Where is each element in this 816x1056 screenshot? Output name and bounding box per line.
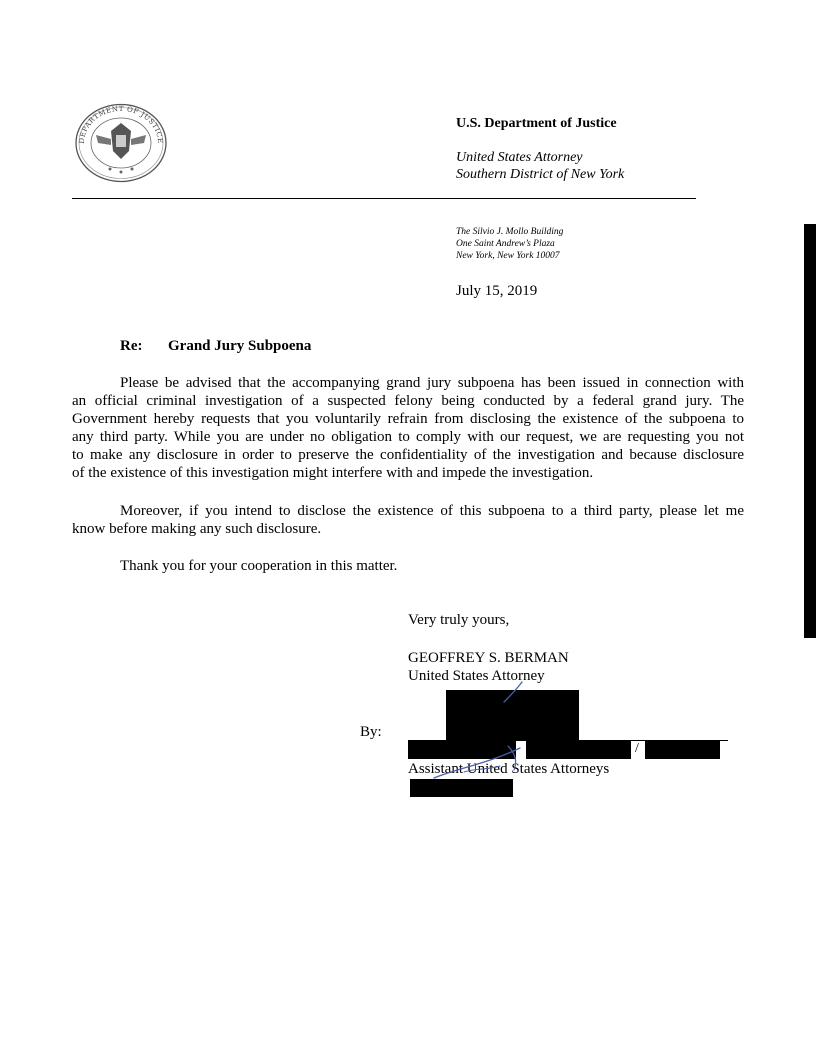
paragraph-line: to make any disclosure in order to preserve the confidentiality of the investigation and because disclosure xyxy=(72,447,744,463)
address-line-street: One Saint Andrew’s Plaza xyxy=(456,239,555,249)
handwritten-signature xyxy=(404,680,554,780)
name-separator: / xyxy=(635,741,639,756)
paragraph-line: any third party. While you are under no obligation to comply with our request, we are requesting you not xyxy=(72,429,744,445)
paragraph-line: an official criminal investigation of a suspected felony being conducted by a federal grand jury. The xyxy=(72,393,744,409)
paragraph-line: Please be advised that the accompanying grand jury subpoena has been issued in connection with xyxy=(120,375,744,391)
paragraph-line: know before making any such disclosure. xyxy=(72,521,322,537)
address-line-city: New York, New York 10007 xyxy=(456,251,560,261)
redacted-line xyxy=(410,779,513,797)
paragraph-line: of the existence of this investigation might interfere with and impede the investigation. xyxy=(72,465,594,481)
signatory-name: GEOFFREY S. BERMAN xyxy=(408,650,569,666)
svg-text:DEPARTMENT OF JUSTICE: DEPARTMENT OF JUSTICE xyxy=(77,104,165,144)
paragraph-line: Government hereby requests that you voluntarily refrain from disclosing the existence of the subpoena to xyxy=(72,411,744,427)
paragraph-3: Thank you for your cooperation in this matter. xyxy=(120,558,398,574)
redacted-name-3 xyxy=(645,741,720,759)
letter-date: July 15, 2019 xyxy=(456,283,538,299)
subject-label: Re: xyxy=(120,338,143,354)
signers-title: Assistant United States Attorneys xyxy=(408,761,610,777)
by-label: By: xyxy=(360,724,382,740)
office-district: Southern District of New York xyxy=(456,167,625,182)
agency-name: U.S. Department of Justice xyxy=(456,116,617,131)
doj-seal xyxy=(74,103,168,183)
scan-edge-bar xyxy=(804,224,816,638)
address-line-building: The Silvio J. Mollo Building xyxy=(456,227,564,237)
signatory-title: United States Attorney xyxy=(408,668,545,684)
office-title: United States Attorney xyxy=(456,150,583,165)
subject-title: Grand Jury Subpoena xyxy=(168,338,312,354)
paragraph-line: Moreover, if you intend to disclose the existence of this subpoena to a third party, please let me xyxy=(120,503,744,519)
letterhead-divider xyxy=(72,198,696,199)
closing-salutation: Very truly yours, xyxy=(408,612,510,628)
